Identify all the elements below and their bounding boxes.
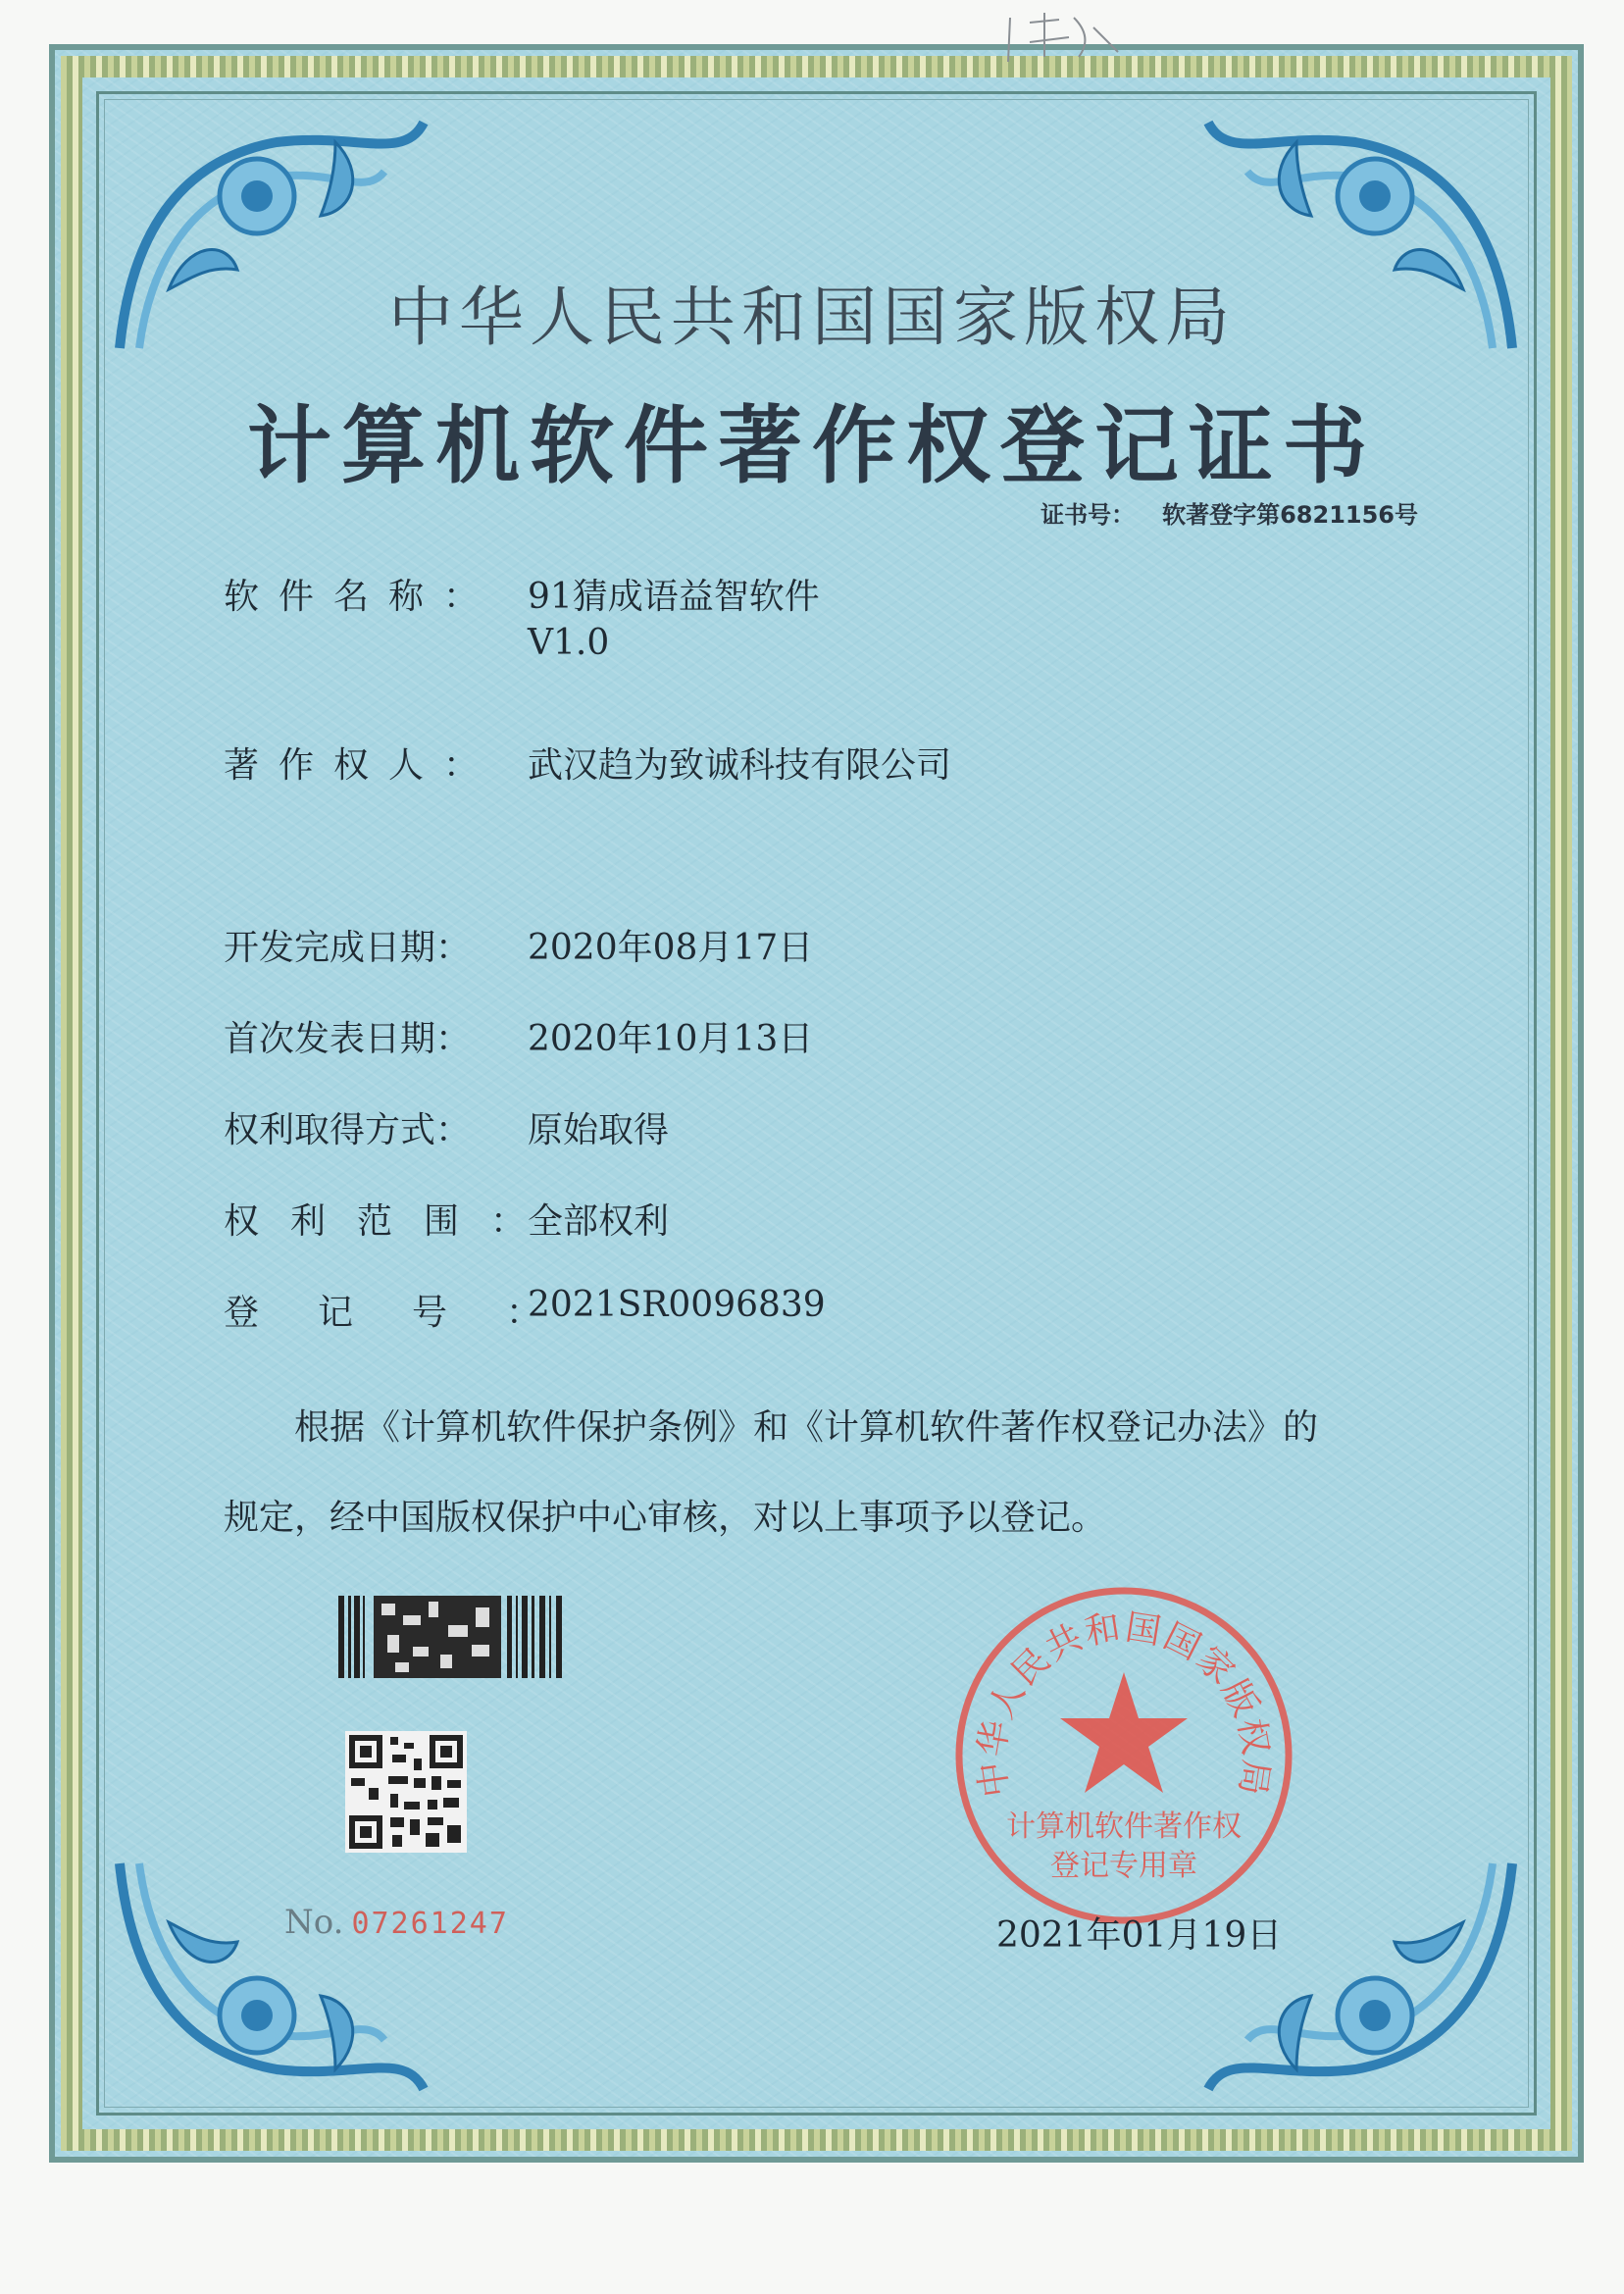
qr-code (345, 1731, 467, 1853)
field-value: 2021SR0096839 (528, 1285, 826, 1325)
statement-line-2: 规定，经中国版权保护中心审核，对以上事项予以登记。 (224, 1498, 1107, 1538)
official-seal (947, 1579, 1300, 1932)
field-rights-scope (224, 1194, 669, 1244)
certificate-number-label: 证书号： (1040, 501, 1136, 529)
serial-number (284, 1903, 509, 1942)
seal-line-1: 计算机软件著作权 (1006, 1810, 1242, 1844)
field-label: 首次发表日期： (224, 1019, 472, 1059)
field-label: 权利范围： (224, 1201, 558, 1242)
corner-ornament-bottom-left (110, 1854, 433, 2109)
handwritten-mark (1000, 8, 1128, 67)
seal-star-icon (1060, 1672, 1188, 1793)
certificate-title: 计算机软件著作权登记证书 (247, 396, 1377, 495)
statement-line-1: 根据《计算机软件保护条例》和《计算机软件著作权登记办法》的 (294, 1407, 1319, 1448)
field-value: 91猜成语益智软件 (528, 577, 820, 617)
field-value: 2020年10月13日 (528, 1019, 814, 1059)
field-publication-date (224, 1011, 813, 1061)
field-development-date (224, 920, 813, 970)
field-value-version: V1.0 (528, 623, 610, 663)
issue-date: 2021年01月19日 (996, 1915, 1283, 1956)
field-label: 著作权人： (224, 745, 499, 786)
certificate-number (1040, 495, 1418, 530)
field-value: 全部权利 (528, 1201, 670, 1242)
seal-ring-text: 中华人民共和国国家版权局 (971, 1606, 1277, 1800)
field-label: 权利取得方式： (224, 1110, 472, 1150)
certificate-number-value: 软著登字第6821156号 (1162, 501, 1418, 529)
field-value: 2020年08月17日 (528, 928, 814, 968)
field-registration-number (224, 1285, 826, 1335)
field-software-name (224, 569, 820, 663)
field-value: 原始取得 (528, 1110, 670, 1150)
authority-name: 中华人民共和国国家版权局 (388, 280, 1236, 355)
field-label: 软件名称： (224, 577, 499, 617)
field-label: 登记号： (224, 1293, 601, 1333)
seal-line-2: 登记专用章 (1050, 1849, 1197, 1883)
field-value: 武汉趋为致诚科技有限公司 (528, 745, 952, 786)
field-copyright-owner (224, 738, 951, 788)
serial-value: 07261247 (351, 1907, 509, 1941)
field-acquisition-method (224, 1102, 669, 1152)
field-label: 开发完成日期： (224, 928, 472, 968)
serial-prefix: No. (284, 1903, 344, 1942)
barcode (338, 1596, 566, 1678)
statement-paragraph (224, 1383, 1440, 1563)
